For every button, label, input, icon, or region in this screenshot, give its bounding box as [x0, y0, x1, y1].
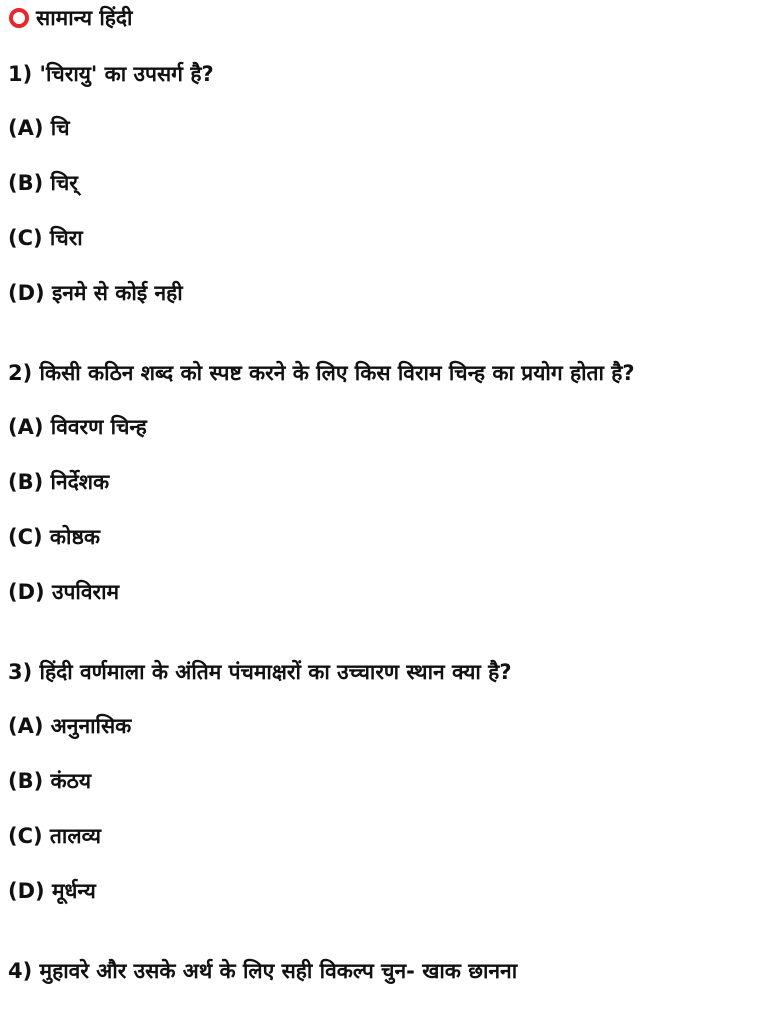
question-3-option-b: (B) कंठय [8, 769, 92, 793]
question-4-text: 4) मुहावरे और उसके अर्थ के लिए सही विकल्प चुन- खाक छानना [8, 959, 518, 983]
page-title: सामान्य हिंदी [36, 6, 133, 30]
question-2-option-b: (B) निर्देशक [8, 470, 110, 494]
question-3-option-d: (D) मूर्धन्य [8, 879, 96, 903]
question-1-option-b: (B) चिर् [8, 171, 78, 195]
question-2-option-d: (D) उपविराम [8, 580, 120, 604]
question-1-text: 1) 'चिरायु' का उपसर्ग है? [8, 62, 214, 86]
question-3-text: 3) हिंदी वर्णमाला के अंतिम पंचमाक्षरों का उच्चारण स्थान क्या है? [8, 660, 512, 684]
question-3-option-a: (A) अनुनासिक [8, 714, 132, 738]
red-circle-icon [9, 8, 29, 28]
question-2-option-a: (A) विवरण चिन्ह [8, 415, 147, 439]
question-3-option-c: (C) तालव्य [8, 824, 101, 848]
question-2-text: 2) किसी कठिन शब्द को स्पष्ट करने के लिए किस विराम चिन्ह का प्रयोग होता है? [8, 361, 635, 385]
question-2-option-c: (C) कोष्ठक [8, 525, 100, 549]
question-1-option-d: (D) इनमे से कोई नही [8, 281, 183, 305]
page-header [8, 4, 133, 32]
question-1-option-c: (C) चिरा [8, 226, 83, 250]
question-1-option-a: (A) चि [8, 116, 70, 140]
